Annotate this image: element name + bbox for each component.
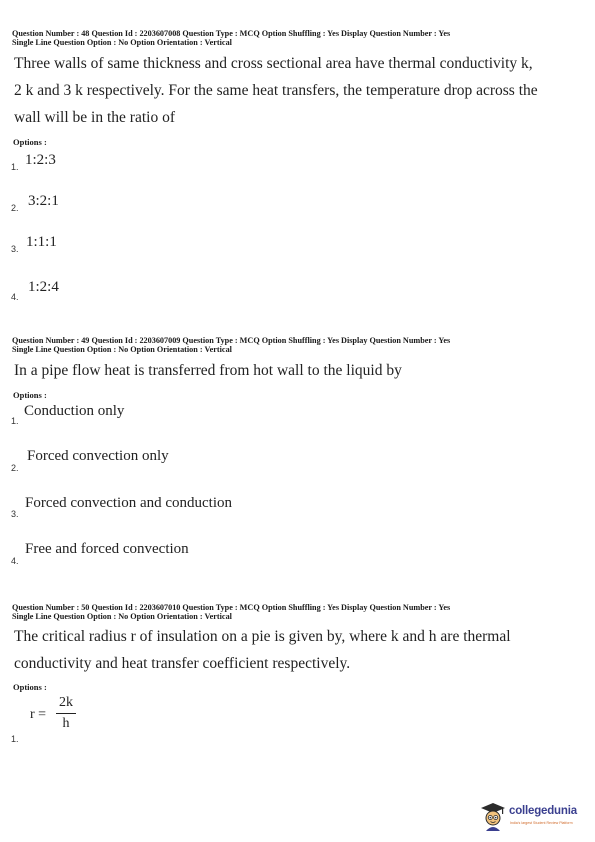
question-text-line: Three walls of same thickness and cross sectional area have thermal conductivity k,: [14, 55, 533, 72]
option-text: 1:1:1: [26, 234, 57, 250]
option-number: 3.: [11, 244, 19, 254]
option-number: 1.: [11, 416, 19, 426]
option-number: 4.: [11, 292, 19, 302]
question-50-meta: [12, 603, 582, 621]
option-text: Forced convection only: [27, 448, 169, 464]
logo-tagline: India's largest Student Review Platform: [510, 821, 573, 825]
question-50-text: [14, 623, 584, 677]
fraction-denominator: h: [62, 716, 70, 731]
option-text: 3:2:1: [28, 193, 59, 209]
option-number: 1.: [11, 162, 19, 172]
question-text-line: In a pipe flow heat is transferred from hot wall to the liquid by: [14, 362, 402, 379]
question-48-meta: [12, 29, 582, 47]
option-text: 1:2:4: [28, 279, 59, 295]
formula-lhs: r =: [30, 707, 47, 722]
option-number: 2.: [11, 203, 19, 213]
fraction: [56, 694, 76, 733]
question-text-line: The critical radius r of insulation on a pie is given by, where k and h are thermal: [14, 628, 511, 645]
question-48-text: [14, 50, 584, 131]
options-label: Options :: [13, 390, 47, 400]
question-text-line: 2 k and 3 k respectively. For the same heat transfers, the temperature drop across the: [14, 82, 538, 99]
question-meta-line: Question Number : 49 Question Id : 2203607009 Question Type : MCQ Option Shuffling : Yes Display Question Number : Yes: [12, 336, 451, 345]
logo-wordmark: collegedunia: [509, 805, 577, 817]
question-49-meta: [12, 336, 582, 354]
question-meta-line: Question Number : 50 Question Id : 2203607010 Question Type : MCQ Option Shuffling : Yes Display Question Number : Yes: [12, 603, 451, 612]
option-number: 3.: [11, 509, 19, 519]
question-meta-line: Single Line Question Option : No Option Orientation : Vertical: [12, 345, 232, 354]
options-label: Options :: [13, 682, 47, 692]
graduate-mascot-icon: [480, 802, 506, 832]
fraction-numerator: 2k: [59, 695, 73, 710]
question-meta-line: Single Line Question Option : No Option Orientation : Vertical: [12, 612, 232, 621]
question-49-text: [14, 357, 584, 384]
question-text-line: conductivity and heat transfer coefficient respectively.: [14, 655, 351, 672]
options-label: Options :: [13, 137, 47, 147]
option-number: 1.: [11, 734, 19, 744]
option-text: Forced convection and conduction: [25, 495, 233, 511]
question-meta-line: Single Line Question Option : No Option Orientation : Vertical: [12, 38, 232, 47]
option-text: Free and forced convection: [25, 541, 189, 557]
option-text: 1:2:3: [25, 152, 56, 168]
option-number: 4.: [11, 556, 19, 566]
question-meta-line: Question Number : 48 Question Id : 2203607008 Question Type : MCQ Option Shuffling : Yes Display Question Number : Yes: [12, 29, 451, 38]
option-number: 2.: [11, 463, 19, 473]
option-text: Conduction only: [24, 403, 125, 419]
question-text-line: wall will be in the ratio of: [14, 109, 175, 126]
collegedunia-logo: [480, 800, 590, 836]
fraction-bar: [56, 713, 76, 714]
